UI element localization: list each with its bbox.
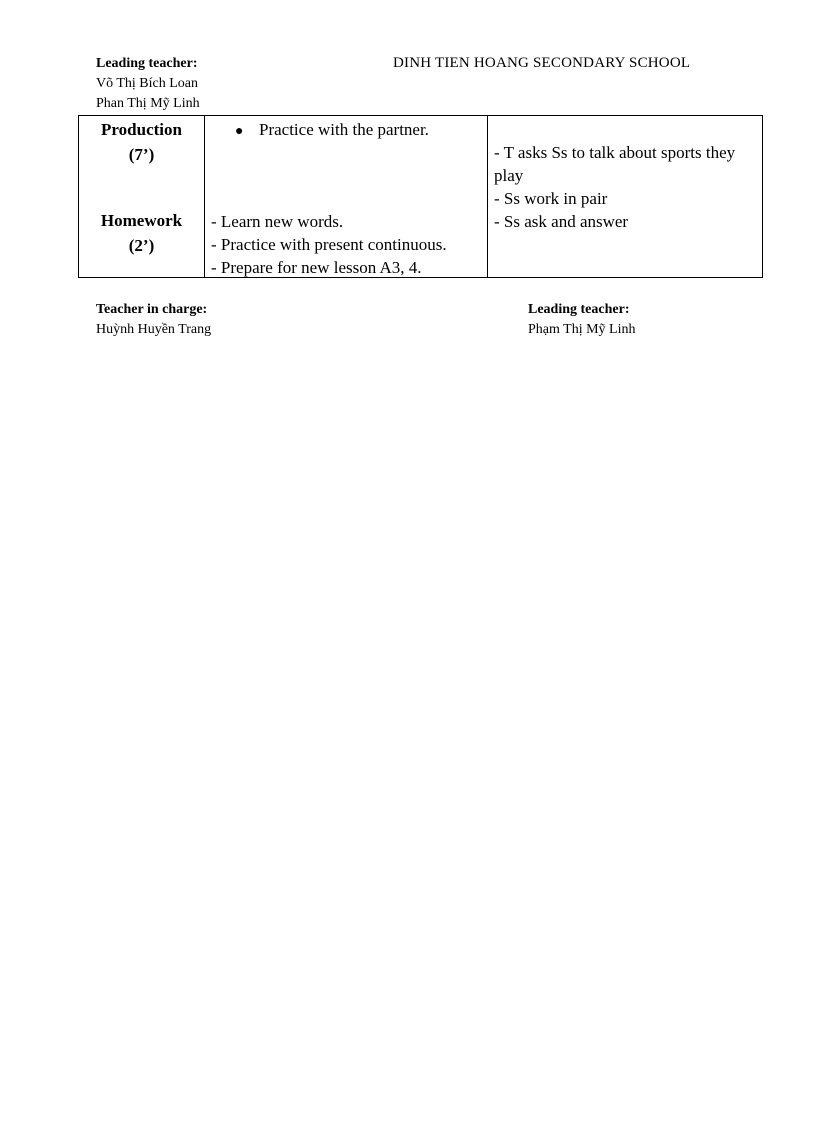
list-item: - T asks Ss to talk about sports they play <box>494 143 736 185</box>
list-item: - Prepare for new lesson A3, 4. <box>211 258 422 277</box>
production-bullet-item <box>235 118 429 143</box>
list-item: - Practice with present continuous. <box>211 235 447 254</box>
footer-right-role: Leading teacher: <box>528 302 630 317</box>
footer-left-name: Huỳnh Huyền Trang <box>96 322 212 337</box>
content-cell <box>205 116 488 278</box>
method-cell <box>488 116 763 278</box>
footer-teacher-in-charge <box>96 300 211 340</box>
header-teacher-name-2: Phan Thị Mỹ Linh <box>96 96 200 111</box>
list-item: - Learn new words. <box>211 212 344 231</box>
homework-list <box>211 210 447 279</box>
list-item: - Ss work in pair <box>494 189 608 208</box>
table-row <box>79 116 763 278</box>
stage-title-production: Production <box>101 120 182 139</box>
production-bullet-text: Practice with the partner. <box>259 120 429 139</box>
stage-time-homework: (2’) <box>128 236 155 255</box>
footer-left-role: Teacher in charge: <box>96 302 208 317</box>
footer-right-name: Phạm Thị Mỹ Linh <box>528 322 636 337</box>
footer-leading-teacher <box>528 300 635 340</box>
school-name: DINH TIEN HOANG SECONDARY SCHOOL <box>393 55 691 71</box>
header-leading-teachers <box>96 54 200 114</box>
header-teacher-name-1: Võ Thị Bích Loan <box>96 76 199 91</box>
lesson-plan-table <box>78 115 763 278</box>
bullet-icon: ● <box>235 124 244 139</box>
stage-time-production: (7’) <box>128 145 155 164</box>
stage-title-homework: Homework <box>100 211 183 230</box>
header-role-label: Leading teacher: <box>96 56 198 71</box>
list-item: - Ss ask and answer <box>494 212 629 231</box>
method-list <box>494 141 762 233</box>
stage-cell <box>79 116 205 278</box>
